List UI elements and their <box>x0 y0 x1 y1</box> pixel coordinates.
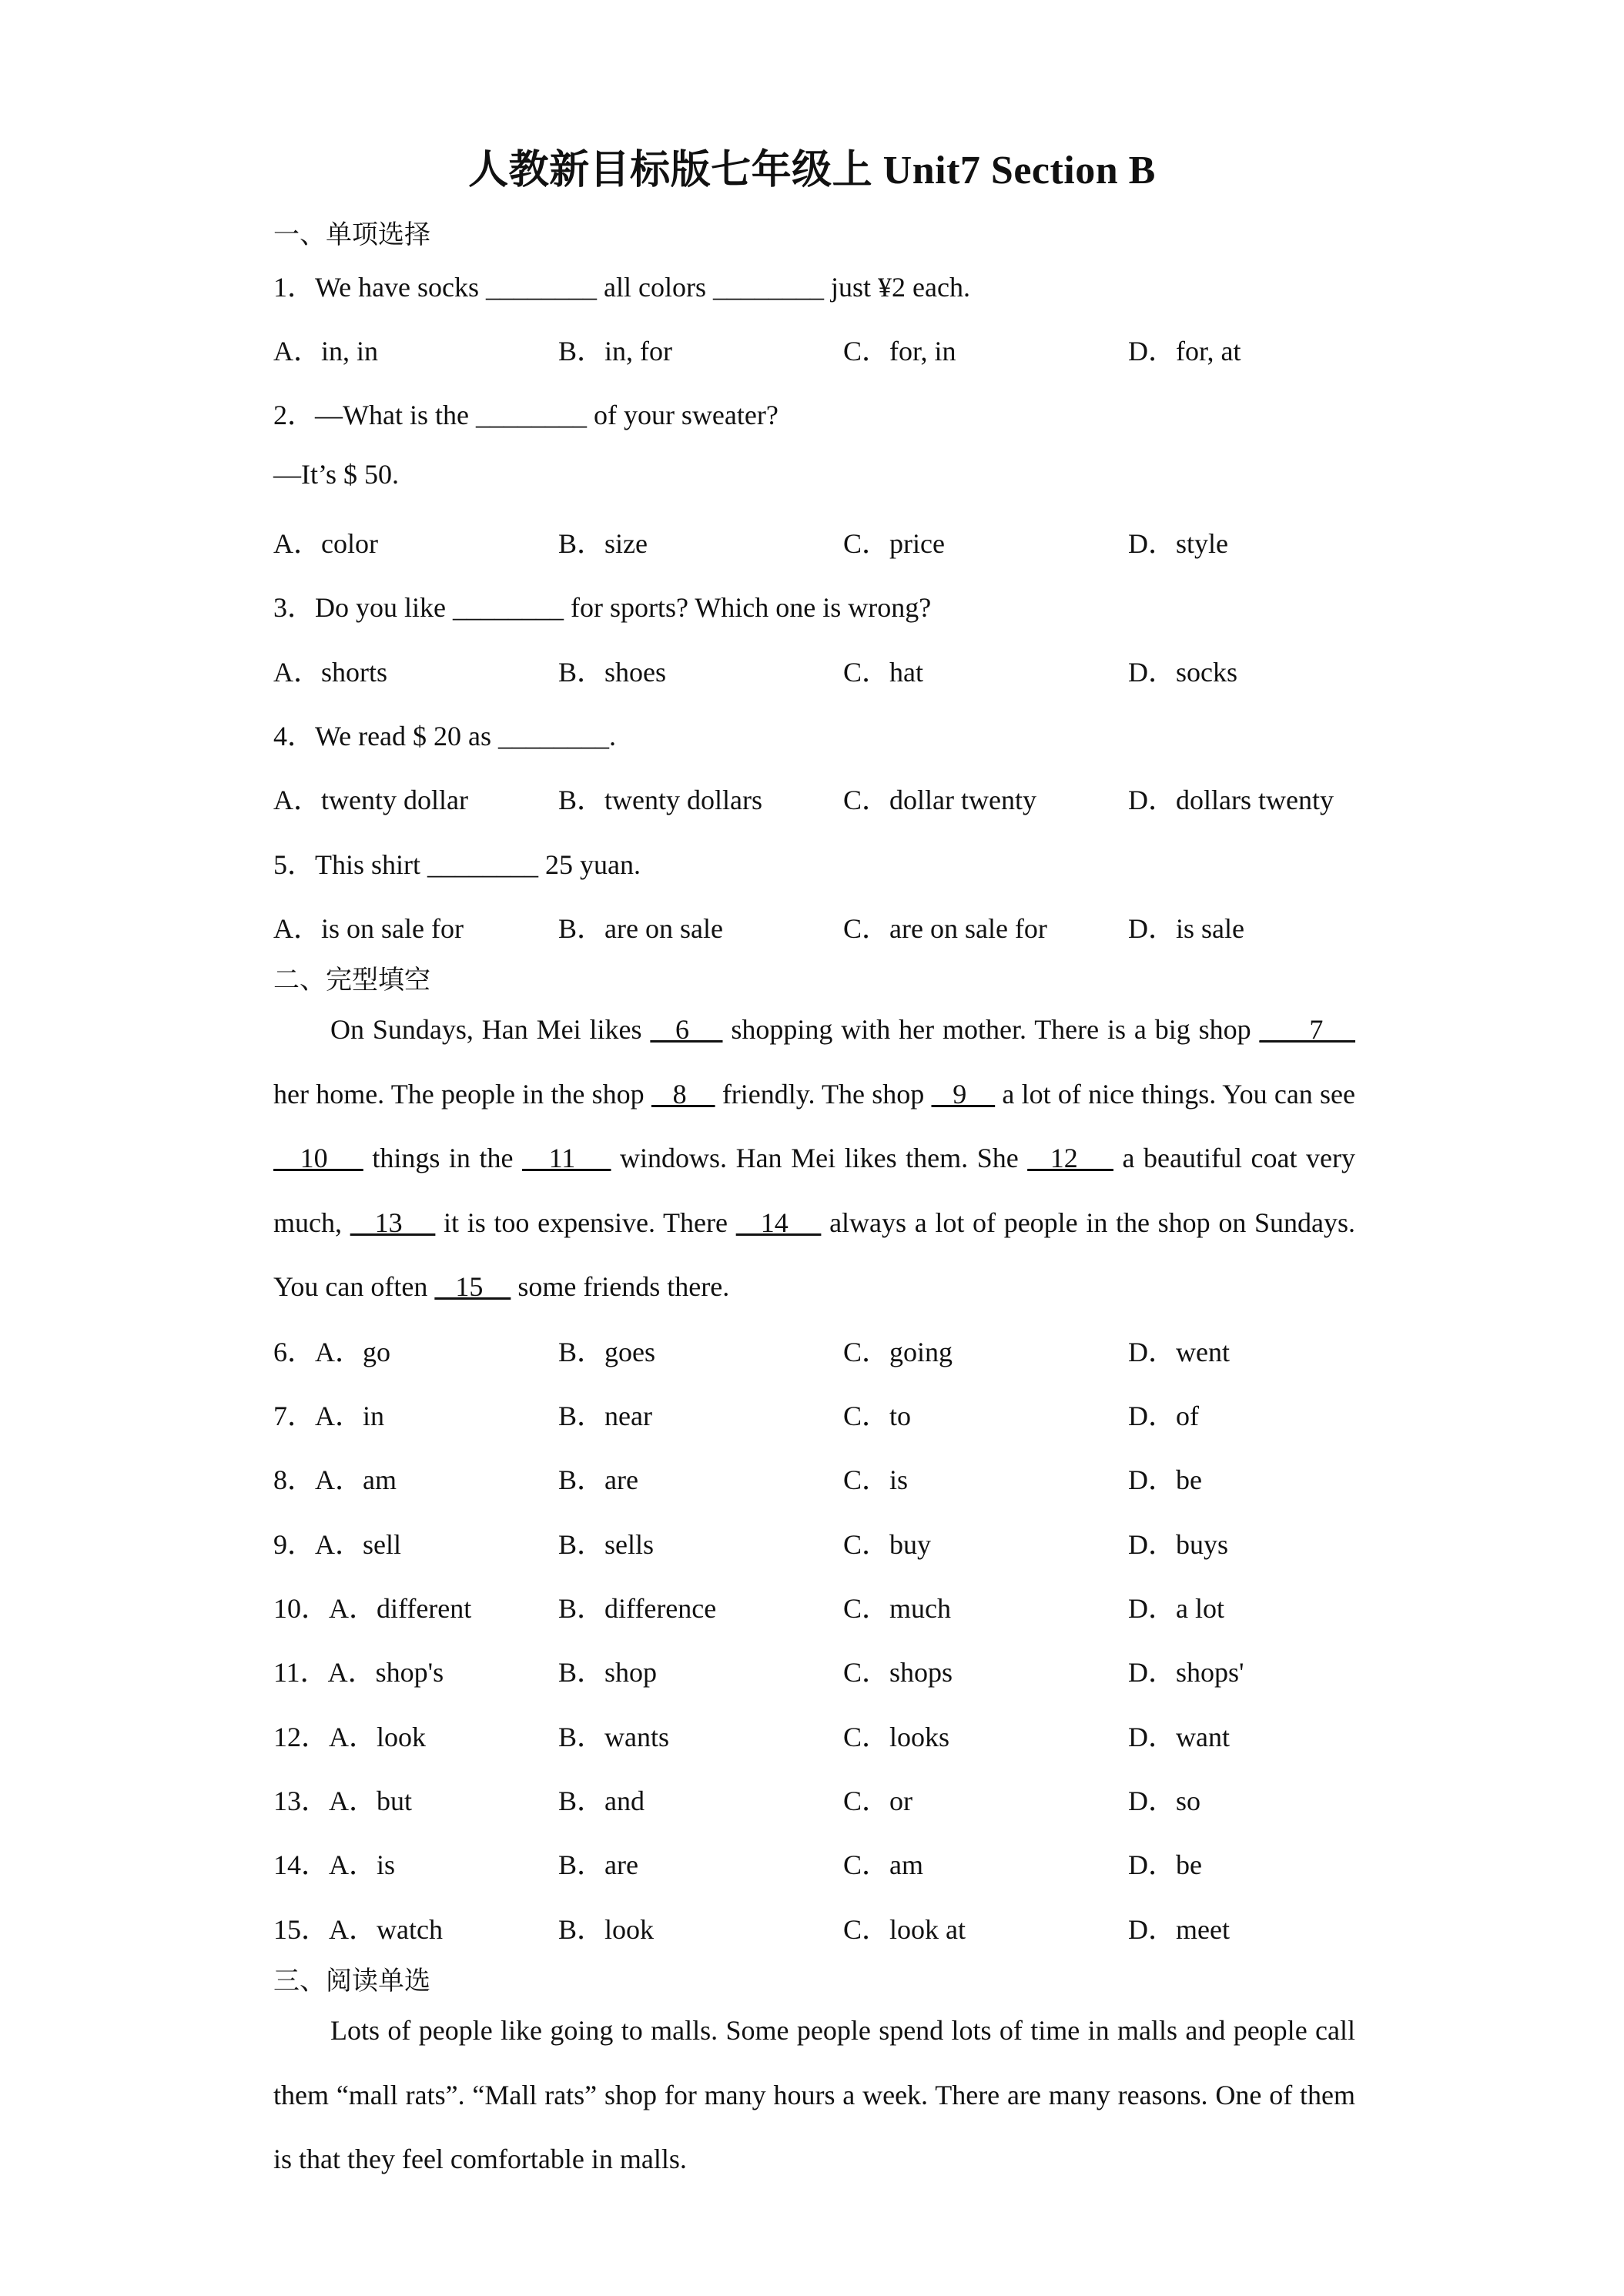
blank-9: 9 <box>931 1078 996 1110</box>
option-d: D．a lot <box>1128 1593 1224 1624</box>
reading-passage <box>273 1999 1355 2192</box>
blank-11: 11 <box>522 1143 611 1173</box>
option-a: A．is on sale for <box>273 913 464 944</box>
option-c: C．price <box>843 528 945 559</box>
option-d: D．is sale <box>1128 913 1244 944</box>
blank-6: 6 <box>650 1014 723 1045</box>
option-a: A．shorts <box>273 657 388 688</box>
option-d: D．be <box>1128 1849 1202 1880</box>
option-a: 14．A．is <box>273 1849 396 1880</box>
question-stem: 4．We read $ 20 as ________. <box>273 721 617 751</box>
option-b: B．shoes <box>558 657 667 688</box>
cloze-options-row <box>273 1330 1428 1369</box>
option-b: B．look <box>558 1914 655 1945</box>
option-d: D．meet <box>1128 1914 1230 1945</box>
option-d: D．buys <box>1128 1529 1229 1560</box>
cloze-passage <box>273 998 1355 1320</box>
cloze-options-row <box>273 1715 1428 1754</box>
blank-10: 10 <box>273 1143 363 1173</box>
passage-text: windows. Han Mei likes them. She <box>611 1143 1028 1173</box>
option-d: D．want <box>1128 1722 1230 1752</box>
option-c: C．buy <box>843 1529 932 1560</box>
cloze-options-row <box>273 1779 1428 1818</box>
option-a: 12．A．look <box>273 1722 427 1752</box>
option-a: A．color <box>273 528 378 559</box>
passage-text: some friends there. <box>511 1271 730 1302</box>
option-b: B．sells <box>558 1529 655 1560</box>
option-b: B．shop <box>558 1657 658 1688</box>
cloze-options-row <box>273 1394 1428 1433</box>
section-heading-cloze: 二、完型填空 <box>273 965 430 996</box>
question-stem: 5．This shirt ________ 25 yuan. <box>273 849 641 880</box>
blank-14: 14 <box>735 1207 822 1238</box>
option-a: A．in, in <box>273 336 379 366</box>
passage-text: shopping with her mother. There is a big shop <box>722 1014 1260 1045</box>
option-b: B．near <box>558 1401 652 1431</box>
cloze-options-row <box>273 1651 1428 1689</box>
question-options <box>273 330 1428 368</box>
option-b: B．goes <box>558 1337 656 1367</box>
cloze-options-row <box>273 1523 1428 1561</box>
question-options <box>273 778 1428 817</box>
question-options <box>273 907 1428 946</box>
option-d: D．for, at <box>1128 336 1241 366</box>
page-title: 人教新目标版七年级上 Unit7 Section B <box>468 149 1156 192</box>
option-a: 11．A．shop's <box>273 1657 444 1688</box>
passage-text: things in the <box>363 1143 522 1173</box>
option-d: D．shops' <box>1128 1657 1244 1688</box>
blank-8: 8 <box>651 1078 715 1110</box>
option-c: C．hat <box>843 657 923 688</box>
cloze-options-row <box>273 1458 1428 1497</box>
option-c: C．is <box>843 1464 909 1495</box>
option-c: C．going <box>843 1337 953 1367</box>
option-d: D．socks <box>1128 657 1237 688</box>
option-c: C．or <box>843 1786 913 1816</box>
option-c: C．dollar twenty <box>843 785 1036 815</box>
option-b: B．are on sale <box>558 913 723 944</box>
question-stem: 1．We have socks ________ all colors ________ just ¥2 each. <box>273 272 970 303</box>
question-options <box>273 522 1428 561</box>
option-c: C．for, in <box>843 336 956 366</box>
passage-text: her home. The people in the shop <box>273 1078 651 1110</box>
section-heading-reading: 三、阅读单选 <box>273 1966 430 1996</box>
blank-15: 15 <box>434 1271 511 1302</box>
option-b: B．twenty dollars <box>558 785 762 815</box>
blank-12: _ 12 <box>1027 1143 1113 1173</box>
blank-13: 13 <box>350 1207 436 1238</box>
passage-text: On Sundays, Han Mei likes <box>330 1014 651 1045</box>
blank-7: ___ 7 <box>1259 1014 1356 1045</box>
cloze-options-row <box>273 1843 1428 1882</box>
option-a: 8．A．am <box>273 1464 397 1495</box>
option-a: 6．A．go <box>273 1337 390 1367</box>
option-b: B．wants <box>558 1722 670 1752</box>
question-options <box>273 651 1428 689</box>
option-d: D．so <box>1128 1786 1201 1816</box>
reading-text: Lots of people like going to malls. Some people spend lots of time in malls and people call them “mall rats”. “Mall rats” shop for many hours a week. There are many reasons. One of them is that they feel comfortable in malls. <box>273 2015 1355 2174</box>
option-d: D．be <box>1128 1464 1202 1495</box>
option-c: C．are on sale for <box>843 913 1047 944</box>
option-d: D．of <box>1128 1401 1199 1431</box>
option-a: A．twenty dollar <box>273 785 468 815</box>
option-c: C．am <box>843 1849 923 1880</box>
option-b: B．in, for <box>558 336 672 366</box>
option-c: C．look at <box>843 1914 966 1945</box>
option-b: B．are <box>558 1849 638 1880</box>
cloze-options-row <box>273 1587 1428 1625</box>
passage-text: it is too expensive. There <box>435 1207 736 1238</box>
option-b: B．and <box>558 1786 645 1816</box>
question-stem: 2．—What is the ________ of your sweater? <box>273 400 779 430</box>
option-d: D．style <box>1128 528 1228 559</box>
option-c: C．shops <box>843 1657 953 1688</box>
option-a: 15．A．watch <box>273 1914 443 1945</box>
option-c: C．to <box>843 1401 912 1431</box>
option-b: B．difference <box>558 1593 717 1624</box>
option-b: B．size <box>558 528 648 559</box>
passage-text: a lot of nice things. You can see <box>995 1078 1356 1110</box>
option-d: D．went <box>1128 1337 1230 1367</box>
passage-text: a beautiful coat very much, <box>273 1143 1356 1238</box>
question-stem: 3．Do you like ________ for sports? Which one is wrong? <box>273 592 932 623</box>
question-stem-answer-line: —It’s $ 50. <box>273 459 400 490</box>
option-c: C．looks <box>843 1722 950 1752</box>
option-a: 9．A．sell <box>273 1529 401 1560</box>
option-d: D．dollars twenty <box>1128 785 1334 815</box>
section-heading-multiple-choice: 一、单项选择 <box>273 219 430 250</box>
option-a: 7．A．in <box>273 1401 385 1431</box>
cloze-options-row <box>273 1908 1428 1946</box>
passage-text: friendly. The shop <box>715 1078 932 1110</box>
option-a: 10．A．different <box>273 1593 472 1624</box>
option-a: 13．A．but <box>273 1786 413 1816</box>
option-b: B．are <box>558 1464 638 1495</box>
option-c: C．much <box>843 1593 951 1624</box>
passage-text: always a lot of people in the shop on Sundays. You can often <box>273 1207 1356 1302</box>
